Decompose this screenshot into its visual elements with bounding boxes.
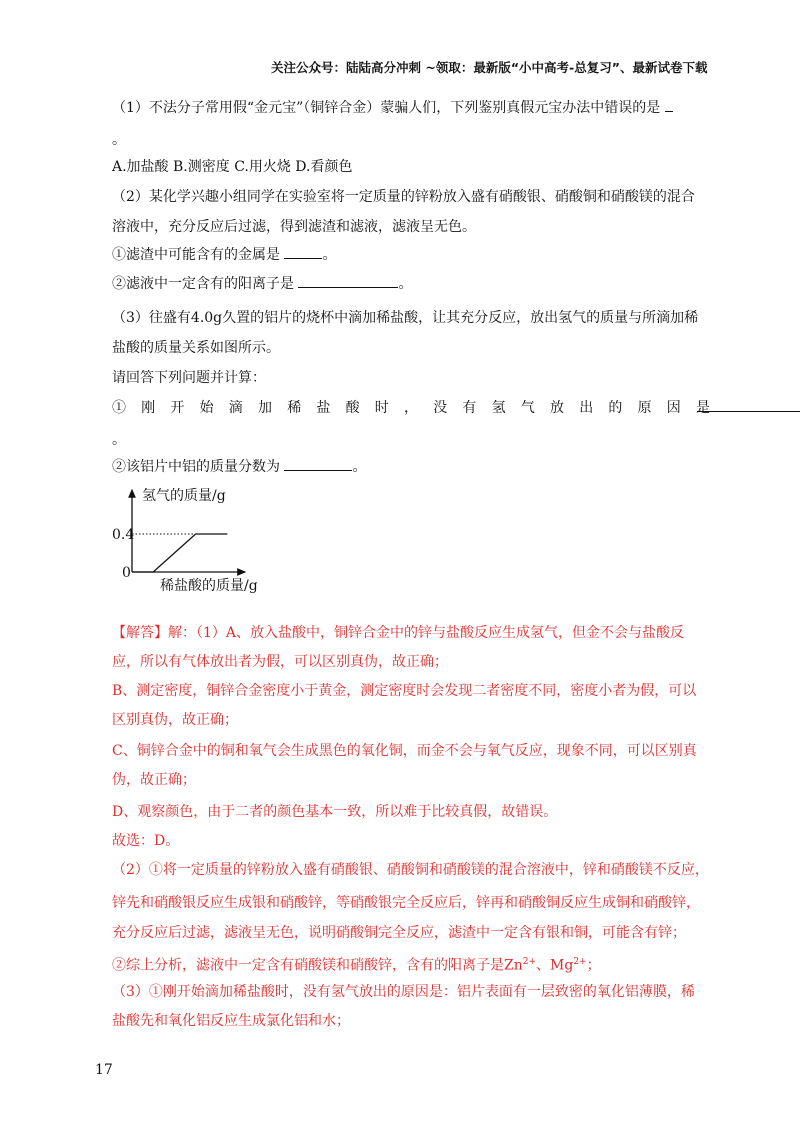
ion-mg-charge: 2+	[573, 957, 587, 967]
question-3-sub2	[112, 458, 366, 476]
answer-blank	[697, 411, 800, 412]
question-2-line1: （2）某化学兴趣小组同学在实验室将一定质量的锌粉放入盛有硝酸银、硝酸铜和硝酸镁的混合	[112, 189, 695, 205]
ion-mg: Mg	[550, 957, 574, 974]
hydrogen-chart	[100, 480, 300, 595]
question-1-end: 。	[112, 132, 126, 148]
page-header: 关注公众号：陆陆高分冲刺 ~领取：最新版“小中高考-总复习”、最新试卷下载	[271, 60, 708, 75]
question-2-sub2	[112, 275, 412, 293]
answer-line	[112, 624, 684, 642]
answer-line: B、测定密度，铜锌合金密度小于黄金，测定密度时会发现二者密度不同，密度小者为假，可以	[112, 683, 697, 699]
sub2-text: ②该铝片中铝的质量分数为	[112, 459, 280, 475]
answer-line: 锌先和硝酸银反应生成银和硝酸锌，等硝酸银完全反应后，锌再和硝酸铜反应生成铜和硝酸锌，	[112, 895, 700, 911]
answer-line: 区别真伪，故正确；	[112, 712, 238, 728]
period: 。	[352, 459, 367, 475]
ion-suffix: ；	[586, 957, 601, 974]
question-2-sub1	[112, 246, 336, 264]
question-1-text: （1）不法分子常用假“金元宝”（铜锌合金）蒙骗人们，下列鉴别真假元宝办法中错误的是	[112, 100, 661, 116]
answer-line: 应，所以有气体放出者为假，可以区别真伪，故正确；	[112, 654, 448, 670]
ion-zn-charge: 2+	[522, 957, 537, 967]
ion-zn: Zn	[504, 957, 523, 974]
answer-line: C、铜锌合金中的铜和氧气会生成黑色的氧化铜，而金不会与氧气反应，现象不同，可以区别真	[112, 743, 697, 759]
answer-line: D、观察颜色，由于二者的颜色基本一致，所以难于比较真假，故错误。	[112, 804, 558, 820]
answer-line: （3）①刚开始滴加稀盐酸时，没有氢气放出的原因是：铝片表面有一层致密的氧化铝薄膜，稀	[112, 984, 695, 1000]
answer-ion-line	[112, 953, 601, 975]
answer-line: 盐酸先和氧化铝反应生成氯化铝和水；	[112, 1013, 350, 1029]
sub1-text: ①滤渣中可能含有的金属是	[112, 247, 280, 263]
period: 。	[398, 276, 413, 292]
y-tick-0.4: 0.4	[112, 527, 135, 543]
question-3-prompt: 请回答下列问题并计算：	[112, 370, 266, 386]
series-line	[132, 534, 227, 572]
question-1	[112, 99, 673, 117]
answer-blank	[298, 275, 398, 288]
question-1-options: A.加盐酸 B.测密度 C.用火烧 D.看颜色	[112, 159, 353, 175]
question-2-line2: 溶液中，充分反应后过滤，得到滤渣和滤液，滤液呈无色。	[112, 219, 476, 235]
series-group	[132, 534, 227, 572]
separator: 、	[536, 957, 551, 974]
answer-blank	[284, 458, 352, 471]
question-3-line2: 盐酸的质量关系如图所示。	[112, 340, 280, 356]
answer-line: 故选：D。	[112, 833, 180, 849]
sub2-text: ②滤液中一定含有的阳离子是	[112, 276, 294, 292]
answer-line: 充分反应后过滤，滤液呈无色，说明硝酸铜完全反应，滤渣中一定含有银和铜，可能含有锌；	[112, 925, 686, 941]
answer-text: 解：（1）A、放入盐酸中，铜锌合金中的锌与盐酸反应生成氢气，但金不会与盐酸反	[168, 625, 685, 641]
question-3-sub1: ①刚开始滴加稀盐酸时，没有氢气放出的原因是	[112, 400, 726, 416]
answer-blank	[284, 246, 322, 259]
ion-prefix: ②综上分析，滤液中一定含有硝酸镁和硝酸锌，含有的阳离子是	[112, 957, 504, 974]
y-tick-0: 0	[122, 565, 131, 581]
answer-line: （2）①将一定质量的锌粉放入盛有硝酸银、硝酸铜和硝酸镁的混合溶液中，锌和硝酸镁不反应，	[112, 862, 709, 878]
x-axis-label: 稀盐酸的质量/g	[160, 578, 258, 594]
answer-label: 【解答】	[112, 625, 168, 641]
question-3-line1: （3）往盛有4.0g久置的铝片的烧杯中滴加稀盐酸，让其充分反应，放出氢气的质量与所滴加稀	[112, 310, 699, 326]
answer-blank	[665, 99, 673, 112]
question-3-sub1-end: 。	[112, 432, 126, 448]
y-axis-label: 氢气的质量/g	[142, 488, 226, 504]
page-number: 17	[95, 1062, 113, 1078]
period: 。	[322, 247, 337, 263]
answer-line: 伪，故正确；	[112, 772, 196, 788]
